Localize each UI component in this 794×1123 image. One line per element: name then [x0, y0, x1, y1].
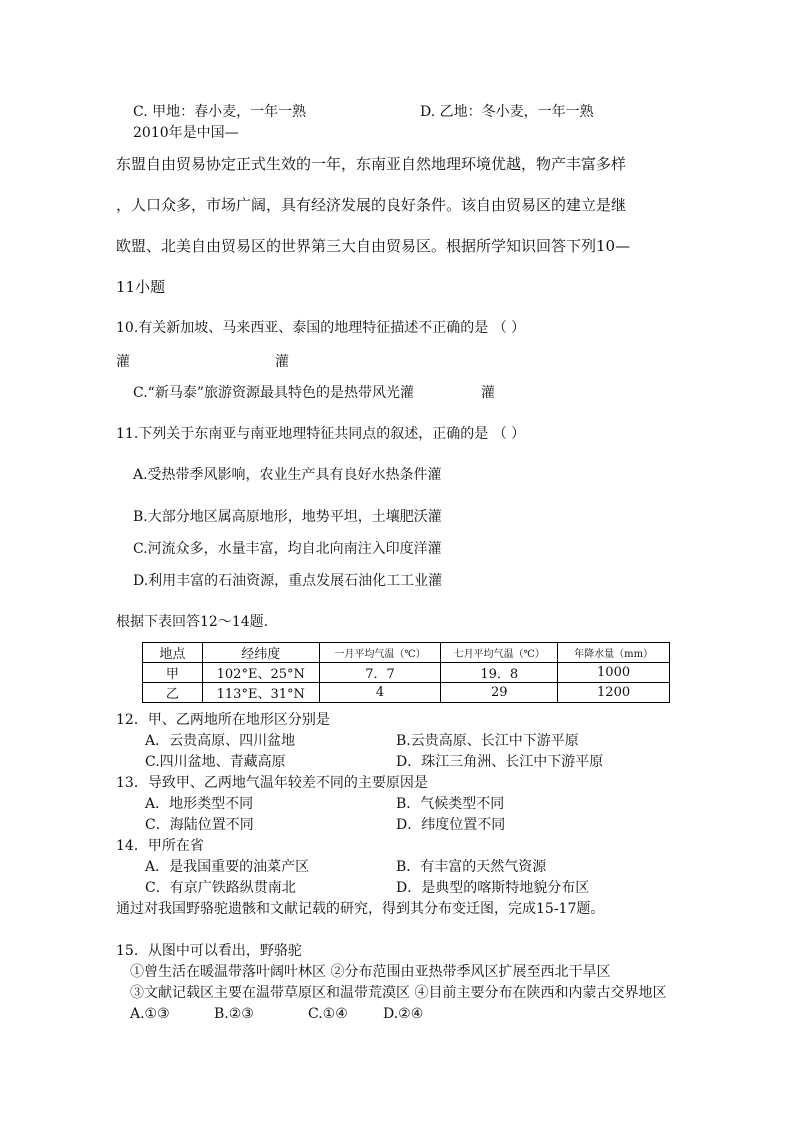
table-row [143, 663, 670, 683]
q15-option-d: D.②④ [383, 1006, 424, 1022]
intro-line-3: ，人口众多，市场广阔，具有经济发展的良好条件。该自由贸易区的建立是继 [116, 196, 627, 214]
table-cell: 甲 [143, 663, 203, 683]
q13-option-d: D．纬度位置不同 [396, 817, 506, 833]
intro-line-2: 东盟自由贸易协定正式生效的一年，东南亚自然地理环境优越，物产丰富多样 [116, 155, 627, 173]
q9-option-c: C. 甲地：春小麦，一年一熟 [133, 104, 307, 120]
table-cell: 7．7 [319, 663, 441, 683]
table-cell: 113°E、31°N [202, 683, 319, 703]
intro-line-4: 欧盟、北美自由贸易区的世界第三大自由贸易区。根据所学知识回答下列10— [116, 237, 631, 255]
q10-mark-b: 灌 [275, 354, 289, 370]
q13-option-c: C．海陆位置不同 [145, 817, 254, 833]
q11-option-c: C.河流众多，水量丰富，均自北向南注入印度洋灌 [133, 541, 442, 557]
q10-mark-a: 灌 [116, 354, 130, 370]
q14-option-a: A．是我国重要的油菜产区 [145, 859, 310, 875]
q14-stem: 14．甲所在省 [116, 838, 204, 854]
table-cell: 乙 [143, 683, 203, 703]
q12-option-c: C.四川盆地、青藏高原 [145, 754, 286, 770]
climate-table [142, 642, 670, 703]
q11-option-a: A.受热带季风影响，农业生产具有良好水热条件灌 [133, 467, 442, 483]
table-cell: 102°E、25°N [202, 663, 319, 683]
q15-option-b: B.②③ [214, 1006, 254, 1022]
table-intro: 根据下表回答12～14题. [116, 614, 269, 630]
q13-option-b: B．气候类型不同 [396, 796, 505, 812]
table-header-cell: 一月平均气温（℃） [319, 643, 441, 663]
table-cell: 29 [441, 683, 558, 703]
q14-option-c: C．有京广铁路纵贯南北 [145, 880, 296, 896]
q11-option-b: B.大部分地区属高原地形，地势平坦，土壤肥沃灌 [133, 509, 442, 525]
q10-stem: 10.有关新加坡、马来西亚、泰国的地理特征描述不正确的是 （ ） [116, 320, 526, 336]
q12-option-b: B.云贵高原、长江中下游平原 [396, 733, 579, 749]
table-cell: 19．8 [441, 663, 558, 683]
q14-option-b: B．有丰富的天然气资源 [396, 859, 547, 875]
intro-line-1: 2010年是中国— [133, 125, 239, 141]
table-header-cell: 地点 [143, 643, 203, 663]
table-cell: 1000 [558, 663, 670, 683]
table-row [143, 683, 670, 703]
q14-option-d: D．是典型的喀斯特地貌分布区 [396, 880, 590, 896]
q12-stem: 12．甲、乙两地所在地形区分别是 [116, 712, 330, 728]
q10-option-c: C.“新马泰”旅游资源最具特色的是热带风光灌 [133, 385, 414, 401]
table-header-cell: 年降水量（mm） [558, 643, 670, 663]
q15-items-line-2: ③文献记载区主要在温带草原区和温带荒漠区 ④目前主要分布在陕西和内蒙古交界地区 [130, 985, 667, 1001]
q15-stem: 15．从图中可以看出，野骆驼 [116, 943, 302, 959]
q10-mark-c: 灌 [481, 385, 495, 401]
q15-items-line-1: ①曾生活在暖温带落叶阔叶林区 ②分布范围由亚热带季风区扩展至西北干旱区 [130, 964, 611, 980]
table-cell: 1200 [558, 683, 670, 703]
camel-intro: 通过对我国野骆驼遗骸和文献记载的研究，得到其分布变迁图，完成15-17题。 [116, 901, 605, 917]
q11-stem: 11.下列关于东南亚与南亚地理特征共同点的叙述，正确的是 （ ） [116, 426, 526, 442]
q9-option-d: D. 乙地：冬小麦，一年一熟 [420, 104, 594, 120]
q15-option-a: A.①③ [130, 1006, 170, 1022]
table-header-cell: 经纬度 [202, 643, 319, 663]
table-header-cell: 七月平均气温（℃） [441, 643, 558, 663]
intro-line-5: 11小题 [116, 278, 166, 296]
table-header-row [143, 643, 670, 663]
table-cell: 4 [319, 683, 441, 703]
q13-stem: 13．导致甲、乙两地气温年较差不同的主要原因是 [116, 775, 428, 791]
q12-option-a: A．云贵高原、四川盆地 [145, 733, 296, 749]
q15-option-c: C.①④ [308, 1006, 348, 1022]
q11-option-d: D.利用丰富的石油资源，重点发展石油化工工业灌 [133, 573, 443, 589]
q12-option-d: D．珠江三角洲、长江中下游平原 [396, 754, 604, 770]
q13-option-a: A．地形类型不同 [145, 796, 254, 812]
